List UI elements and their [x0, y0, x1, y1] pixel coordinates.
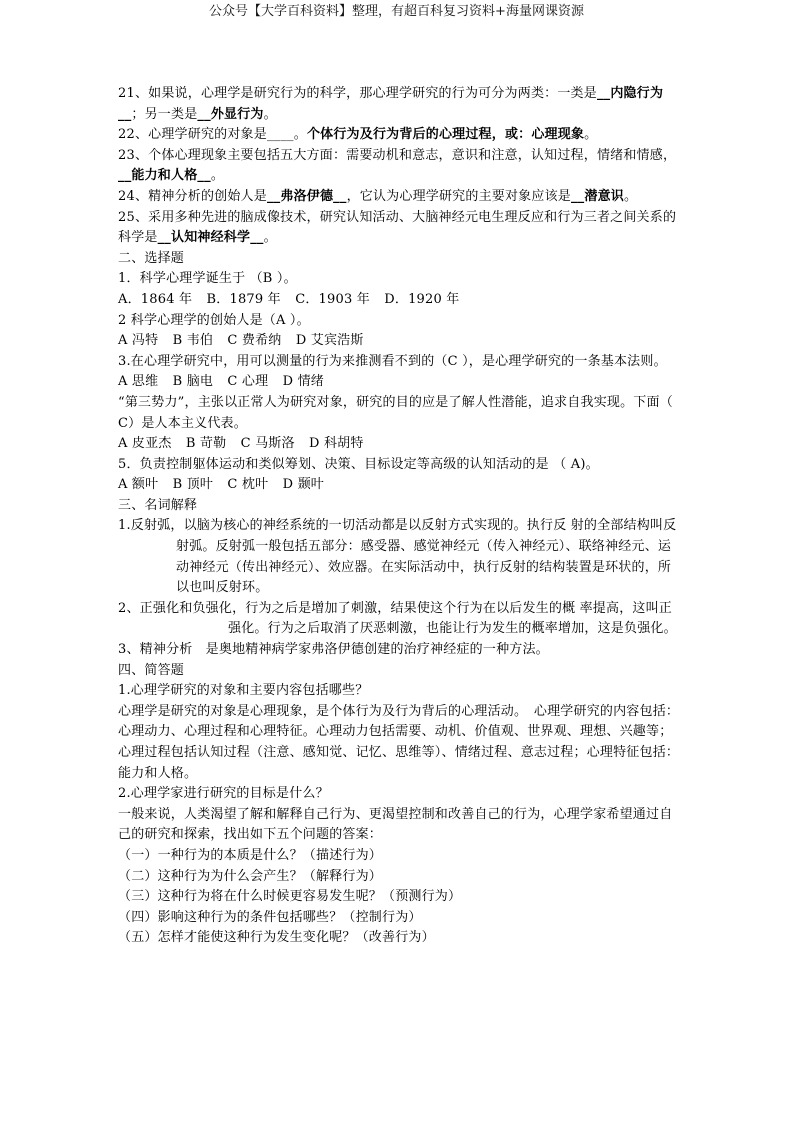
option: A．1864 年 — [118, 291, 193, 307]
option: B 脑电 — [172, 374, 214, 390]
goal-item: （二）这种行为为什么会产生？（解释行为） — [118, 868, 383, 884]
short-question: 2.心理学家进行研究的目标是什么？ — [118, 786, 329, 802]
choice-options — [118, 475, 681, 496]
option: B 顶叶 — [172, 477, 214, 493]
option: C 马斯洛 — [240, 436, 295, 452]
option: D 艾宾浩斯 — [295, 333, 364, 349]
fill-q24: 24、精神分析的创始人是__弗洛伊德__，它认为心理学研究的主要对象应该是__潜意识。 — [118, 188, 638, 204]
short-answer: 心理学是研究的对象是心理现象，是个体行为及行为背后的心理活动。 心理学研究的内容包括：心理动力、心理过程和心理特征。心理动力包括需要、动机、价值观、世界观、理想、兴趣等；心理过程包括认知过程（注意、感知觉、记忆、思维等）、情绪过程、意志过程；心理特征包括：能力和人格。 — [118, 703, 680, 781]
term-definition: 2、正强化和负强化，行为之后是增加了刺激，结果使这个行为在以后发生的概 率提高，这叫正强化。行为之后取消了厌恶刺激，也能让行为发生的概率增加，这是负强化。 — [118, 600, 677, 637]
term-definition: 1.反射弧，以脑为核心的神经系统的一切活动都是以反射方式实现的。执行反 射的全部结构叫反射弧。反射弧一般包括五部分：感受器、感觉神经元（传入神经元）、联络神经元、运动神经元（传出神经元）、效应器。在实际活动中，执行反射的结构装置是环状的，所以也叫反射环。 — [118, 518, 677, 596]
option: C．1903 年 — [295, 291, 370, 307]
goal-item: （三）这种行为将在什么时候更容易发生呢？（预测行为） — [118, 889, 462, 905]
option: A 皮亚杰 — [118, 436, 172, 452]
answer: __弗洛伊德__ — [266, 188, 347, 204]
fill-q23: 23、个体心理现象主要包括五大方面：需要动机和意志，意识和注意，认知过程，情绪和情感，__能力和人格__。 — [118, 147, 677, 184]
option: A 思维 — [118, 374, 159, 390]
option: B 韦伯 — [172, 333, 214, 349]
option: B．1879 年 — [206, 291, 281, 307]
choice-question: 1．科学心理学诞生于 （B ）。 — [118, 271, 297, 287]
document-body — [118, 84, 681, 949]
choice-question: “第三势力”，主张以正常人为研究对象，研究的目的应是了解人性潜能，追求自我实现。下面（ C）是人本主义代表。 — [118, 394, 673, 431]
goal-item: （四）影响这种行为的条件包括哪些？（控制行为） — [118, 909, 422, 925]
section-title-short: 四、简答题 — [118, 662, 185, 678]
page-header: 公众号【大学百科资料】整理，有超百科复习资料+海量网课资源 — [209, 4, 584, 19]
option: A 冯特 — [118, 333, 159, 349]
answer: __能力和人格__ — [118, 168, 211, 184]
answer: __外显行为 — [197, 106, 264, 122]
short-question: 1.心理学研究的对象和主要内容包括哪些？ — [118, 683, 369, 699]
fill-q22: 22、心理学研究的对象是____。个体行为及行为背后的心理过程，或：心理现象。 — [118, 127, 598, 143]
goal-item: （五）怎样才能使这种行为发生变化呢？（改善行为） — [118, 930, 435, 946]
option: B 苛勒 — [185, 436, 227, 452]
choice-options — [118, 290, 681, 311]
choice-options — [118, 331, 681, 352]
section-title-terms: 三、名词解释 — [118, 497, 198, 513]
option: D 科胡特 — [309, 436, 364, 452]
option: D 颞叶 — [282, 477, 324, 493]
option: A 额叶 — [118, 477, 159, 493]
choice-options — [118, 372, 681, 393]
answer: __认知神经科学__ — [157, 230, 264, 246]
option: C 心理 — [227, 374, 269, 390]
section-title-choice: 二、选择题 — [118, 250, 185, 266]
option: C 费希纳 — [227, 333, 282, 349]
fill-q21: 21、如果说，心理学是研究行为的科学，那心理学研究的行为可分为两类：一类是__内隐行为__；另一类是__外显行为。 — [118, 86, 664, 122]
choice-question: 3.在心理学研究中，用可以测量的行为来推测看不到的（C ），是心理学研究的一条基本法则。 — [118, 353, 667, 369]
answer: __潜意识 — [570, 188, 624, 204]
option: D．1920 年 — [384, 291, 460, 307]
answer: __内隐行为__ — [118, 86, 664, 122]
short-answer: 一般来说，人类渴望了解和解释自己行为、更渴望控制和改善自己的行为，心理学家希望通过自己的研究和探索，找出如下五个问题的答案： — [118, 806, 673, 843]
choice-options — [118, 434, 681, 455]
answer: 个体行为及行为背后的心理过程，或：心理现象 — [306, 127, 585, 143]
choice-question: 5．负责控制躯体运动和类似筹划、决策、目标设定等高级的认知活动的是 （ A)。 — [118, 456, 599, 472]
option: C 枕叶 — [227, 477, 269, 493]
fill-q25: 25、采用多种先进的脑成像技术，研究认知活动、大脑神经元电生理反应和行为三者之间关系的科学是__认知神经科学__。 — [118, 209, 677, 246]
choice-question: 2 科学心理学的创始人是（A ）。 — [118, 312, 310, 328]
goal-item: （一）一种行为的本质是什么？（描述行为） — [118, 847, 383, 863]
option: D 情绪 — [282, 374, 324, 390]
term-definition: 3、精神分析 是奥地精神病学家弗洛伊德创建的治疗神经症的一种方法。 — [118, 642, 549, 658]
